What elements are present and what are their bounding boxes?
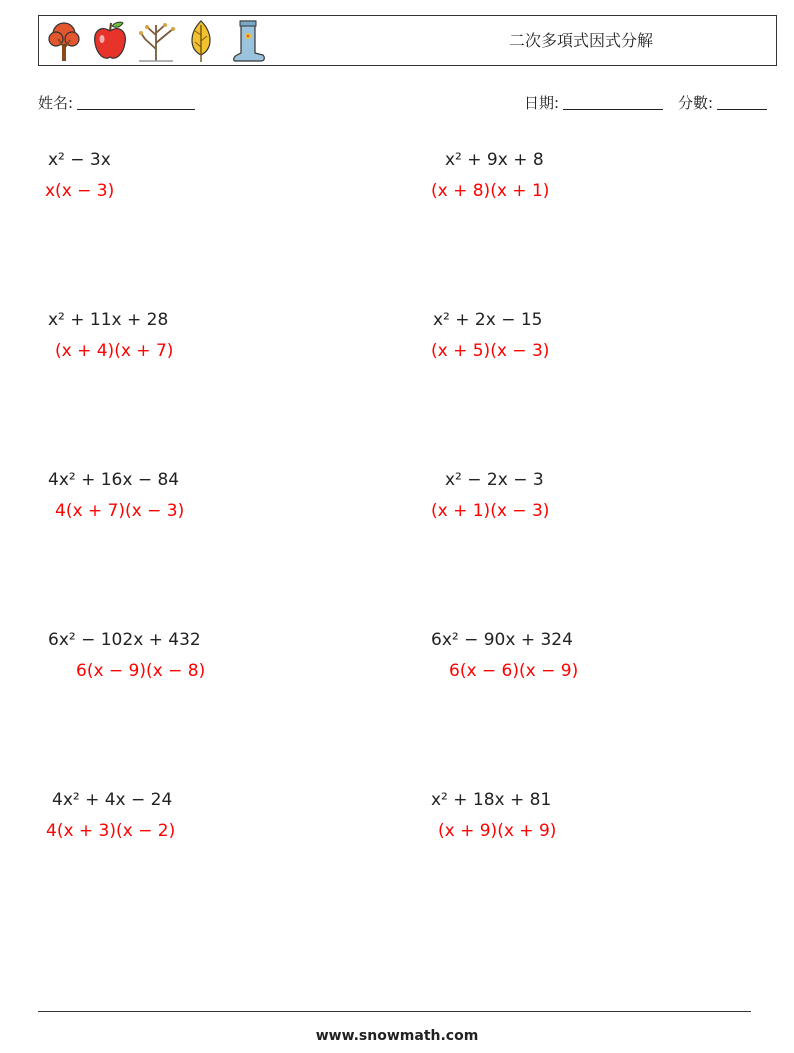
score-blank[interactable] bbox=[717, 94, 767, 110]
problem-answer: (x + 8)(x + 1) bbox=[431, 181, 550, 201]
name-blank[interactable] bbox=[77, 94, 195, 110]
problem-answer: (x + 5)(x − 3) bbox=[431, 341, 550, 361]
page-title: 二次多項式因式分解 bbox=[509, 31, 654, 50]
score-label: 分數: bbox=[678, 94, 714, 112]
date-field bbox=[524, 92, 663, 113]
name-label: 姓名: bbox=[38, 94, 74, 112]
problem-answer: 4(x + 3)(x − 2) bbox=[46, 821, 176, 841]
rain-boot-icon bbox=[227, 19, 267, 63]
apple-icon bbox=[91, 19, 129, 63]
problem-expression: 6x² − 90x + 324 bbox=[431, 630, 573, 650]
yellow-leaf-icon bbox=[185, 19, 217, 63]
problem-expression: x² − 3x bbox=[48, 150, 111, 170]
date-label: 日期: bbox=[524, 94, 560, 112]
problem-expression: 6x² − 102x + 432 bbox=[48, 630, 201, 650]
problem-expression: x² − 2x − 3 bbox=[445, 470, 544, 490]
problem-answer: (x + 1)(x − 3) bbox=[431, 501, 550, 521]
problem-answer: 6(x − 9)(x − 8) bbox=[76, 661, 206, 681]
bare-branch-icon bbox=[135, 19, 177, 63]
problem-answer: x(x − 3) bbox=[45, 181, 115, 201]
score-field bbox=[678, 92, 767, 113]
problem-answer: (x + 4)(x + 7) bbox=[55, 341, 174, 361]
problem-expression: x² + 2x − 15 bbox=[433, 310, 543, 330]
problem-answer: 4(x + 7)(x − 3) bbox=[55, 501, 185, 521]
problem-expression: x² + 18x + 81 bbox=[431, 790, 552, 810]
name-field bbox=[38, 92, 195, 113]
header-box bbox=[38, 15, 777, 66]
footer-divider bbox=[38, 1011, 751, 1012]
autumn-tree-icon bbox=[45, 19, 83, 63]
date-blank[interactable] bbox=[563, 94, 663, 110]
footer-url[interactable]: www.snowmath.com bbox=[315, 1028, 479, 1044]
problem-expression: 4x² + 16x − 84 bbox=[48, 470, 180, 490]
problem-expression: 4x² + 4x − 24 bbox=[52, 790, 173, 810]
problem-expression: x² + 9x + 8 bbox=[445, 150, 544, 170]
problem-expression: x² + 11x + 28 bbox=[48, 310, 169, 330]
problem-answer: (x + 9)(x + 9) bbox=[438, 821, 557, 841]
problem-answer: 6(x − 6)(x − 9) bbox=[449, 661, 579, 681]
